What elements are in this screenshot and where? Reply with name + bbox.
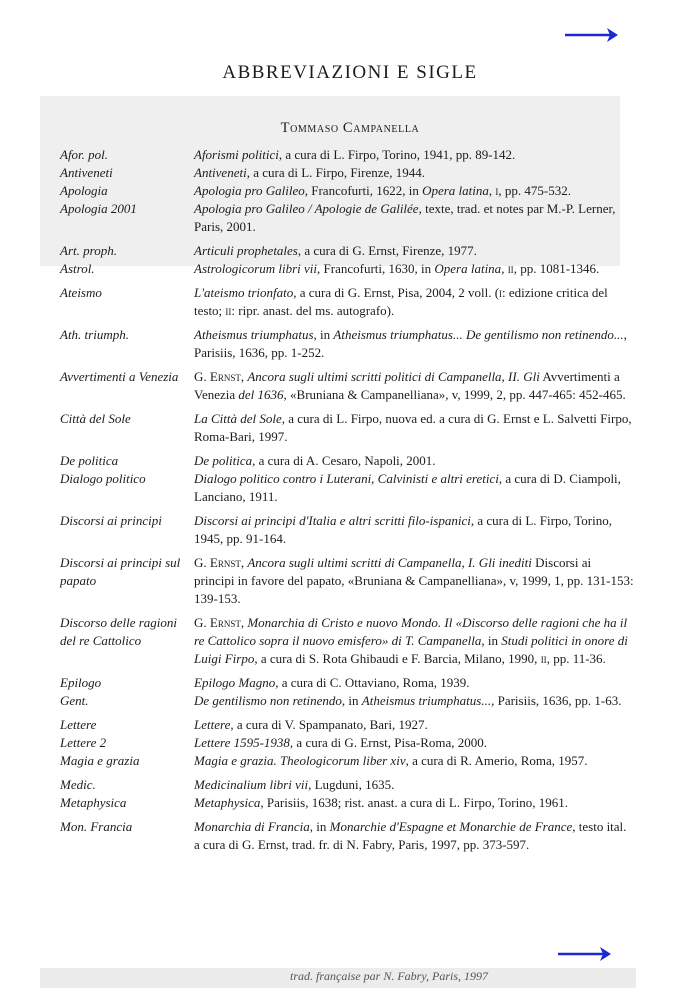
bibliographic-reference: Metaphysica, Parisiis, 1638; rist. anast. a cura di L. Firpo, Torino, 1961. xyxy=(194,795,568,810)
abbreviation: Magia e grazia xyxy=(60,753,140,768)
list-item xyxy=(0,452,700,470)
abbreviation: Discorsi ai principi xyxy=(60,513,162,528)
list-item xyxy=(0,368,700,404)
bibliographic-reference: G. Ernst, Ancora sugli ultimi scritti politici di Campanella, II. Gli Avvertimenti a Venezia del 1636, «Bruniana & Campanelliana», v, 1999, 2, pp. 447-465: 452-465. xyxy=(194,369,626,402)
list-item xyxy=(0,164,700,182)
list-item xyxy=(0,818,700,854)
list-item xyxy=(0,146,700,164)
list-item xyxy=(0,674,700,692)
bibliographic-reference: Lettere 1595-1938, a cura di G. Ernst, Pisa-Roma, 2000. xyxy=(194,735,488,750)
list-item xyxy=(0,734,700,752)
abbreviation: Antiveneti xyxy=(60,165,113,180)
list-item xyxy=(0,512,700,548)
bibliographic-reference: Dialogo politico contro i Luterani, Calvinisti e altri eretici, a cura di D. Ciampoli, Lanciano, 1911. xyxy=(194,471,621,504)
abbreviation: Mon. Francia xyxy=(60,819,133,834)
list-item xyxy=(0,260,700,278)
list-item xyxy=(0,326,700,362)
list-item xyxy=(0,716,700,734)
bibliographic-reference: Apologia pro Galileo / Apologie de Galilée, texte, trad. et notes par M.-P. Lerner, Paris, 2001. xyxy=(194,201,616,234)
bibliographic-reference: Medicinalium libri vii, Lugduni, 1635. xyxy=(194,777,395,792)
list-item xyxy=(0,410,700,446)
abbreviation: Avvertimenti a Venezia xyxy=(60,369,179,384)
page-title: ABBREVIAZIONI E SIGLE xyxy=(222,62,478,83)
list-item xyxy=(0,752,700,770)
abbreviation: Medic. xyxy=(60,777,96,792)
abbreviation: Apologia 2001 xyxy=(60,201,137,216)
abbreviation: Astrol. xyxy=(60,261,95,276)
bibliographic-reference: De gentilismo non retinendo, in Atheismus triumphatus..., Parisiis, 1636, pp. 1-63. xyxy=(194,693,622,708)
list-item xyxy=(0,776,700,794)
abbreviation: Ath. triumph. xyxy=(60,327,129,342)
bibliographic-reference: G. Ernst, Monarchia di Cristo e nuovo Mondo. Il «Discorso delle ragioni che ha il re Cattolico sopra il nuovo emisfero» di T. Campanella, in Studi politici in onore di Luigi Firpo, a cura di S. Rota Ghibaudi e F. Barcia, Milano, 1990, ii, pp. 11-36. xyxy=(194,615,628,666)
author-heading: Tommaso Campanella xyxy=(280,120,420,136)
bibliographic-reference: Articuli prophetales, a cura di G. Ernst, Firenze, 1977. xyxy=(194,243,477,258)
next-page-fragment: trad. française par N. Fabry, Paris, 1997 xyxy=(290,969,489,983)
abbreviation: Epilogo xyxy=(60,675,102,690)
abbreviation: Apologia xyxy=(60,183,108,198)
list-item xyxy=(0,692,700,710)
list-item xyxy=(0,182,700,200)
abbreviation-list xyxy=(0,146,700,854)
right-arrow-icon[interactable] xyxy=(556,944,612,964)
abbreviation: Afor. pol. xyxy=(60,147,109,162)
bibliographic-reference: Discorsi ai principi d'Italia e altri scritti filo-ispanici, a cura di L. Firpo, Torino, 1945, pp. 91-164. xyxy=(194,513,612,546)
list-item xyxy=(0,470,700,506)
list-item xyxy=(0,614,700,668)
bibliographic-reference: G. Ernst, Ancora sugli ultimi scritti di Campanella, I. Gli inediti Discorsi ai principi in favore del papato, «Bruniana & Campanelliana», v, 1999, 1, pp. 131-153: 139-153. xyxy=(194,555,634,606)
list-item xyxy=(0,200,700,236)
bibliographic-reference: Lettere, a cura di V. Spampanato, Bari, 1927. xyxy=(194,717,428,732)
abbreviation: Ateismo xyxy=(60,285,102,300)
abbreviation: Città del Sole xyxy=(60,411,131,426)
bibliographic-reference: L'ateismo trionfato, a cura di G. Ernst, Pisa, 2004, 2 voll. (i: edizione critica del testo; ii: ripr. anast. del ms. autografo). xyxy=(194,285,608,318)
list-item xyxy=(0,284,700,320)
bibliographic-reference: La Città del Sole, a cura di L. Firpo, nuova ed. a cura di G. Ernst e L. Salvetti Firpo, Roma-Bari, 1997. xyxy=(194,411,632,444)
abbreviation: Discorso delle ragioni del re Cattolico xyxy=(60,615,177,648)
bibliographic-reference: Epilogo Magno, a cura di C. Ottaviano, Roma, 1939. xyxy=(194,675,470,690)
bibliographic-reference: Atheismus triumphatus, in Atheismus triumphatus... De gentilismo non retinendo..., Parisiis, 1636, pp. 1-252. xyxy=(194,327,627,360)
bibliographic-reference: Aforismi politici, a cura di L. Firpo, Torino, 1941, pp. 89-142. xyxy=(194,147,516,162)
abbreviation: Lettere xyxy=(60,717,97,732)
bibliographic-reference: Antiveneti, a cura di L. Firpo, Firenze, 1944. xyxy=(194,165,426,180)
abbreviation: De politica xyxy=(60,453,119,468)
list-item xyxy=(0,242,700,260)
abbreviation: Discorsi ai principi sul papato xyxy=(60,555,181,588)
bibliographic-reference: Monarchia di Francia, in Monarchie d'Espagne et Monarchie de France, testo ital. a cura di G. Ernst, trad. fr. di N. Fabry, Paris, 1997, pp. 373-597. xyxy=(194,819,627,852)
bibliographic-reference: Astrologicorum libri vii, Francofurti, 1630, in Opera latina, ii, pp. 1081-1346. xyxy=(194,261,600,276)
abbreviation: Dialogo politico xyxy=(60,471,146,486)
right-arrow-icon[interactable] xyxy=(563,25,619,45)
abbreviation: Art. proph. xyxy=(60,243,117,258)
bibliographic-reference: Apologia pro Galileo, Francofurti, 1622, in Opera latina, i, pp. 475-532. xyxy=(194,183,571,198)
list-item xyxy=(0,794,700,812)
bibliographic-reference: Magia e grazia. Theologicorum liber xiv, a cura di R. Amerio, Roma, 1957. xyxy=(194,753,588,768)
abbreviation: Lettere 2 xyxy=(60,735,107,750)
list-item xyxy=(0,554,700,608)
abbreviation: Metaphysica xyxy=(60,795,127,810)
abbreviation: Gent. xyxy=(60,693,89,708)
bibliographic-reference: De politica, a cura di A. Cesaro, Napoli, 2001. xyxy=(194,453,436,468)
